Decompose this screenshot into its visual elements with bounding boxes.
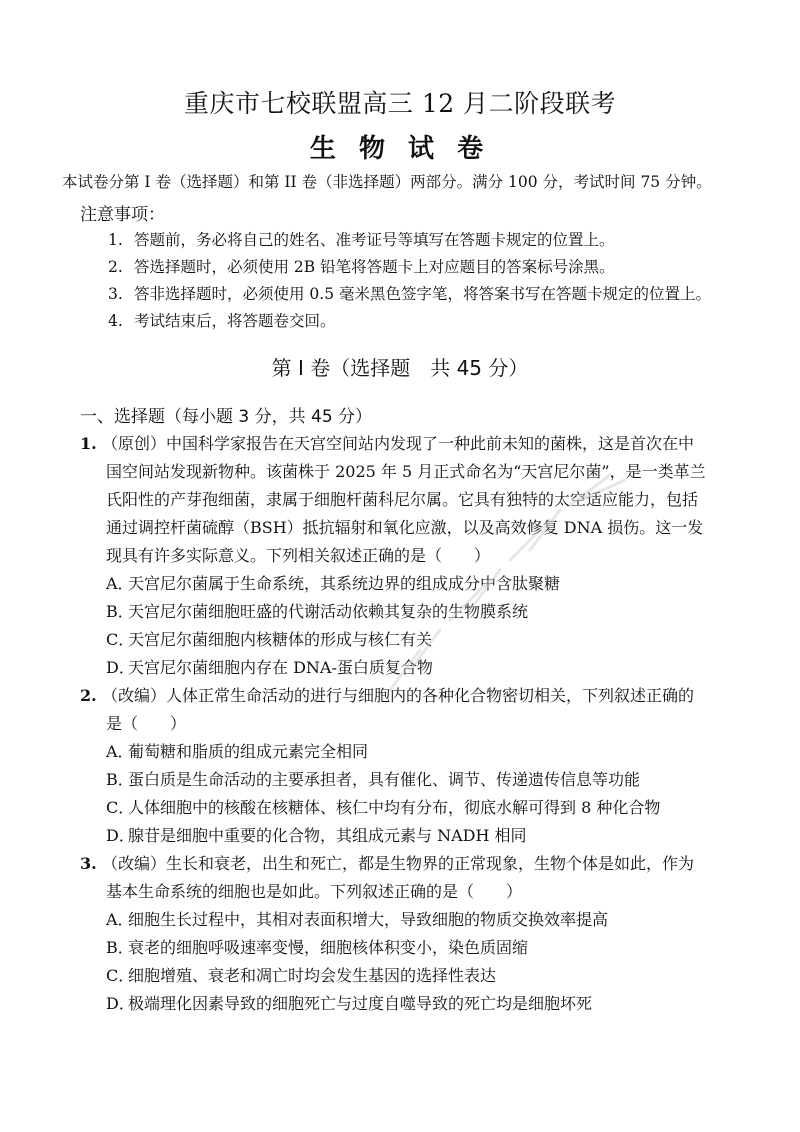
notice-item-text: 考试结束后，将答题卷交回。	[134, 312, 336, 330]
option-letter: C．	[106, 966, 135, 985]
question-stem-line: 现具有许多实际意义。下列相关叙述正确的是（ ）	[106, 546, 491, 565]
question-stem-line	[80, 682, 750, 710]
option-letter: A．	[106, 574, 134, 593]
notice-item-number: 1.	[108, 231, 123, 249]
option-letter: B．	[106, 602, 134, 621]
notice-item-number: 2.	[108, 258, 123, 276]
option-letter: D．	[106, 826, 135, 845]
notice-item-number: 4.	[108, 312, 123, 330]
section-title: 第 I 卷（选择题 共 45 分）	[271, 356, 529, 380]
question-number: 1.	[80, 434, 97, 453]
option-letter: B．	[106, 770, 134, 789]
option-d	[80, 654, 750, 682]
exam-intro: 本试卷分第 I 卷（选择题）和第 II 卷（非选择题）两部分。满分 100 分，考试时间 75 分钟。	[62, 173, 712, 191]
option-letter: A．	[106, 910, 134, 929]
question-2	[80, 682, 750, 850]
option-text: 极端理化因素导致的细胞死亡与过度自噬导致的死亡均是细胞坏死	[128, 994, 593, 1013]
question-1	[80, 430, 750, 682]
option-letter: C．	[106, 798, 135, 817]
exam-subtitle: 生 物 试 卷	[309, 134, 491, 164]
exam-title: 重庆市七校联盟高三 12 月二阶段联考	[183, 89, 617, 118]
option-letter: A．	[106, 742, 134, 761]
question-number: 2.	[80, 686, 97, 705]
option-text: 细胞增殖、衰老和凋亡时均会发生基因的选择性表达	[128, 966, 497, 985]
option-b	[80, 766, 750, 794]
option-text: 天宫尼尔菌细胞旺盛的代谢活动依赖其复杂的生物膜系统	[128, 602, 529, 621]
question-stem-line: 基本生命系统的细胞也是如此。下列叙述正确的是（ ）	[106, 882, 523, 901]
notice-item-text: 答选择题时，必须使用 2B 铅笔将答题卡上对应题目的答案标号涂黑。	[134, 258, 615, 276]
notice-item	[108, 228, 768, 255]
option-letter: B．	[106, 938, 134, 957]
notice-title: 注意事项：	[80, 205, 165, 225]
option-text: 人体细胞中的核酸在核糖体、核仁中均有分布，彻底水解可得到 8 种化合物	[128, 798, 661, 817]
option-letter: D．	[106, 658, 135, 677]
question-stem-text: （改编）生长和衰老，出生和死亡，都是生物界的正常现象，生物个体是如此，作为	[102, 854, 695, 873]
option-text: 天宫尼尔菌细胞内存在 DNA-蛋白质复合物	[128, 658, 433, 677]
option-letter: C．	[106, 630, 135, 649]
notice-item-text: 答题前，务必将自己的姓名、准考证号等填写在答题卡规定的位置上。	[134, 231, 615, 249]
option-text: 腺苷是细胞中重要的化合物，其组成元素与 NADH 相同	[128, 826, 527, 845]
question-stem-line: 是（ ）	[106, 714, 187, 733]
question-stem-line	[80, 430, 750, 458]
option-b	[80, 598, 750, 626]
question-3	[80, 850, 750, 1018]
option-d	[80, 822, 750, 850]
option-text: 葡萄糖和脂质的组成元素完全相同	[128, 742, 369, 761]
option-c	[80, 626, 750, 654]
notice-item	[108, 282, 768, 309]
question-stem-line: 氏阳性的产芽孢细菌，隶属于细胞杆菌科尼尔属。它具有独特的太空适应能力，包括	[106, 490, 699, 509]
option-text: 天宫尼尔菌细胞内核糖体的形成与核仁有关	[128, 630, 433, 649]
option-a	[80, 738, 750, 766]
question-stem-line: 国空间站发现新物种。该菌株于 2025 年 5 月正式命名为“天宫尼尔菌”，是一类革兰	[106, 462, 706, 481]
notice-item	[108, 255, 768, 282]
notice-item	[108, 309, 768, 336]
notice-item-number: 3.	[108, 285, 123, 303]
option-text: 天宫尼尔菌属于生命系统，其系统边界的组成成分中含肽聚糖	[128, 574, 561, 593]
question-stem-line	[80, 850, 750, 878]
question-stem-text: （原创）中国科学家报告在天宫空间站内发现了一种此前未知的菌株，这是首次在中	[102, 434, 695, 453]
option-c	[80, 794, 750, 822]
question-number: 3.	[80, 854, 97, 873]
notice-list	[108, 228, 768, 336]
question-stem-text: （改编）人体正常生命活动的进行与细胞内的各种化合物密切相关，下列叙述正确的	[102, 686, 695, 705]
notice-item-text: 答非选择题时，必须使用 0.5 毫米黑色签字笔，将答案书写在答题卡规定的位置上。	[134, 285, 712, 303]
option-c	[80, 962, 750, 990]
option-text: 衰老的细胞呼吸速率变慢，细胞核体积变小，染色质固缩	[128, 938, 529, 957]
option-b	[80, 934, 750, 962]
option-d	[80, 990, 750, 1018]
option-letter: D．	[106, 994, 135, 1013]
option-a	[80, 570, 750, 598]
option-a	[80, 906, 750, 934]
part-title: 一、选择题（每小题 3 分，共 45 分）	[80, 407, 373, 427]
option-text: 蛋白质是生命活动的主要承担者，具有催化、调节、传递遗传信息等功能	[128, 770, 641, 789]
option-text: 细胞生长过程中，其相对表面积增大，导致细胞的物质交换效率提高	[128, 910, 609, 929]
question-stem-line: 通过调控杆菌硫醇（BSH）抵抗辐射和氧化应激，以及高效修复 DNA 损伤。这一发	[106, 518, 704, 537]
